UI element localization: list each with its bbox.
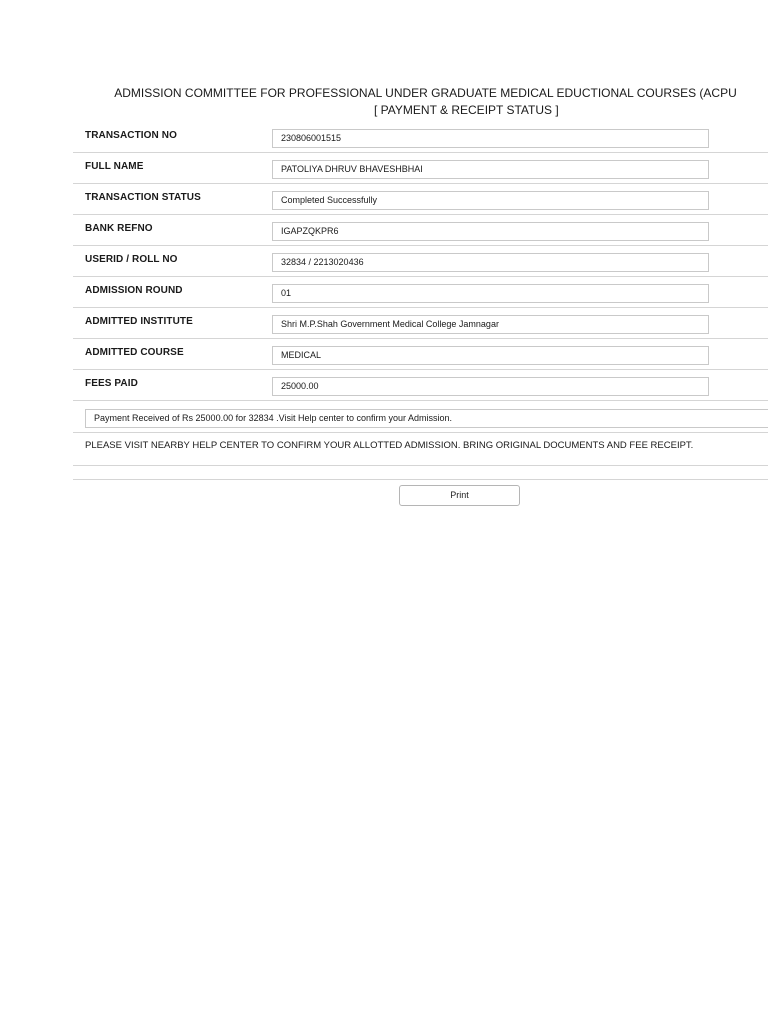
payment-message: Payment Received of Rs 25000.00 for 32834 .Visit Help center to confirm your Admission. <box>85 409 768 428</box>
help-center-notice: PLEASE VISIT NEARBY HELP CENTER TO CONFIRM YOUR ALLOTTED ADMISSION. BRING ORIGINAL DOCUMENTS AND FEE RECEIPT. <box>85 440 694 451</box>
field-label: FULL NAME <box>85 161 144 172</box>
row-full-name <box>73 153 768 184</box>
row-transaction-status <box>73 184 768 215</box>
userid-roll-field[interactable]: 32834 / 2213020436 <box>272 253 709 272</box>
fees-paid-field[interactable]: 25000.00 <box>272 377 709 396</box>
admitted-institute-field[interactable]: Shri M.P.Shah Government Medical College Jamnagar <box>272 315 709 334</box>
row-fees-paid <box>73 370 768 401</box>
field-label: BANK REFNO <box>85 223 153 234</box>
bank-refno-field[interactable]: IGAPZQKPR6 <box>272 222 709 241</box>
field-label: ADMITTED INSTITUTE <box>85 316 193 327</box>
full-name-field[interactable]: PATOLIYA DHRUV BHAVESHBHAI <box>272 160 709 179</box>
page-title: ADMISSION COMMITTEE FOR PROFESSIONAL UNDER GRADUATE MEDICAL EDUCTIONAL COURSES (ACPU <box>114 86 737 100</box>
receipt-details <box>73 122 768 401</box>
field-label: ADMITTED COURSE <box>85 347 184 358</box>
field-label: USERID / ROLL NO <box>85 254 178 265</box>
row-bank-refno <box>73 215 768 246</box>
print-button[interactable]: Print <box>399 485 520 506</box>
row-admission-round <box>73 277 768 308</box>
field-label: FEES PAID <box>85 378 138 389</box>
row-userid-roll <box>73 246 768 277</box>
transaction-status-field[interactable]: Completed Successfully <box>272 191 709 210</box>
row-admitted-institute <box>73 308 768 339</box>
page-header <box>73 85 768 119</box>
divider <box>73 465 768 466</box>
admission-round-field[interactable]: 01 <box>272 284 709 303</box>
field-label: ADMISSION ROUND <box>85 285 183 296</box>
transaction-no-field[interactable]: 230806001515 <box>272 129 709 148</box>
row-admitted-course <box>73 339 768 370</box>
field-label: TRANSACTION STATUS <box>85 192 201 203</box>
page-subtitle: [ PAYMENT & RECEIPT STATUS ] <box>374 103 559 117</box>
divider <box>73 479 768 480</box>
admitted-course-field[interactable]: MEDICAL <box>272 346 709 365</box>
row-transaction-no <box>73 122 768 153</box>
divider <box>73 432 768 433</box>
field-label: TRANSACTION NO <box>85 130 177 141</box>
